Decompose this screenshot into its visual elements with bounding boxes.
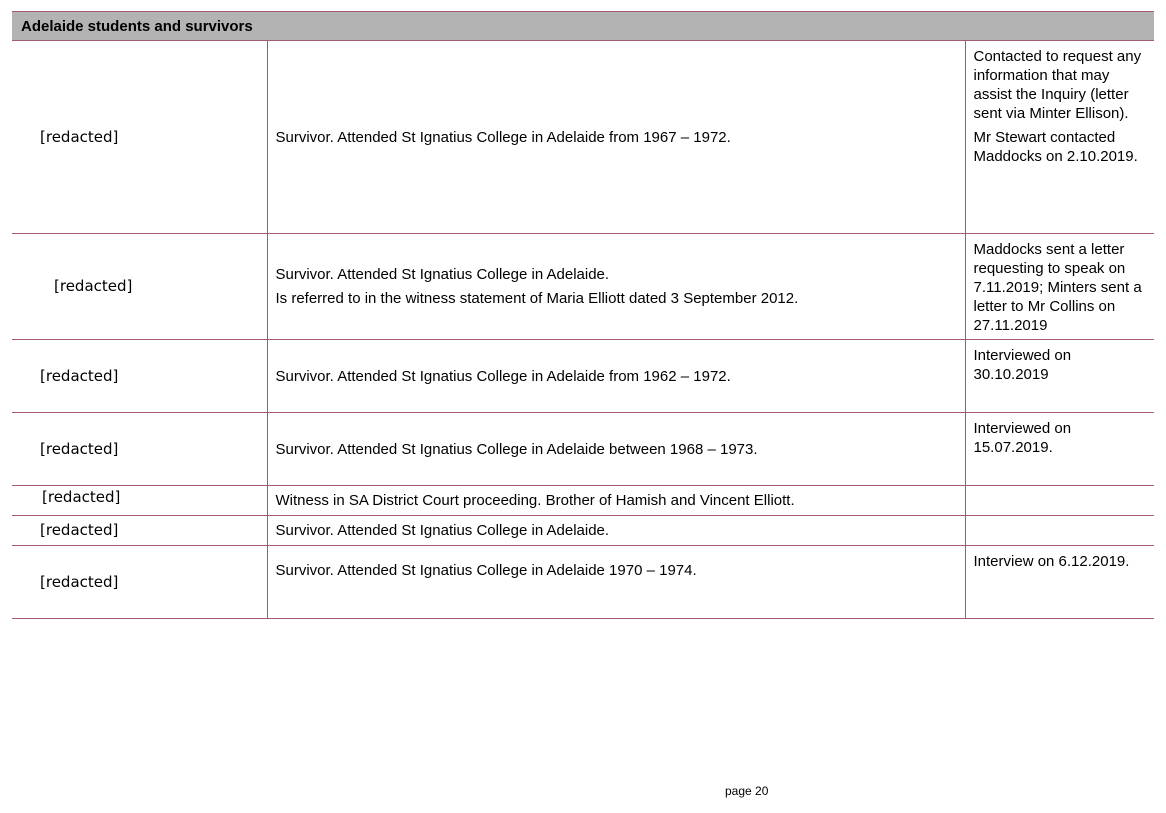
table-row bbox=[12, 516, 1154, 546]
status-line: Interviewed on 15.07.2019. bbox=[973, 420, 1072, 456]
contact-status bbox=[965, 234, 1154, 340]
description-line: Survivor. Attended St Ignatius College in Adelaide from 1967 – 1972. bbox=[275, 128, 731, 146]
person-name: [redacted] bbox=[12, 546, 267, 619]
contact-status bbox=[965, 486, 1154, 516]
person-description bbox=[267, 546, 965, 619]
person-description bbox=[267, 413, 965, 486]
status-line: Interviewed on 30.10.2019 bbox=[973, 347, 1072, 383]
person-name: [redacted] bbox=[12, 516, 267, 546]
person-name: [redacted] bbox=[12, 340, 267, 413]
person-description bbox=[267, 486, 965, 516]
description-line: Survivor. Attended St Ignatius College in Adelaide. bbox=[275, 266, 610, 283]
table-row bbox=[12, 413, 1154, 486]
contact-status bbox=[965, 340, 1154, 413]
description-line: Survivor. Attended St Ignatius College in Adelaide 1970 – 1974. bbox=[275, 562, 697, 579]
person-name: [redacted] bbox=[12, 234, 267, 340]
person-description bbox=[267, 234, 965, 340]
description-line: Survivor. Attended St Ignatius College in Adelaide from 1962 – 1972. bbox=[275, 367, 731, 385]
section-header-row bbox=[12, 12, 1154, 41]
person-name: [redacted] bbox=[12, 486, 267, 516]
description-line: Survivor. Attended St Ignatius College in Adelaide. bbox=[275, 522, 610, 539]
person-name: [redacted] bbox=[12, 413, 267, 486]
person-description bbox=[267, 516, 965, 546]
section-title: Adelaide students and survivors bbox=[12, 12, 1154, 41]
contact-status bbox=[965, 413, 1154, 486]
description-line: Survivor. Attended St Ignatius College in Adelaide between 1968 – 1973. bbox=[275, 440, 758, 458]
status-line: Interview on 6.12.2019. bbox=[973, 553, 1130, 570]
page-number: page 20 bbox=[725, 784, 769, 798]
survivors-table bbox=[12, 11, 1154, 619]
description-line: Is referred to in the witness statement of Maria Elliott dated 3 September 2012. bbox=[275, 290, 799, 307]
table-row bbox=[12, 486, 1154, 516]
contact-status bbox=[965, 546, 1154, 619]
table-row bbox=[12, 340, 1154, 413]
description-line: Witness in SA District Court proceeding. Brother of Hamish and Vincent Elliott. bbox=[275, 492, 795, 509]
status-line: Maddocks sent a letter requesting to speak on 7.11.2019; Minters sent a letter to Mr Collins on 27.11.2019 bbox=[973, 241, 1142, 334]
table-row bbox=[12, 234, 1154, 340]
status-line: Mr Stewart contacted Maddocks on 2.10.2019. bbox=[973, 129, 1138, 165]
person-name: [redacted] bbox=[12, 41, 267, 234]
person-description bbox=[267, 41, 965, 234]
contact-status bbox=[965, 516, 1154, 546]
contact-status bbox=[965, 41, 1154, 234]
person-description bbox=[267, 340, 965, 413]
table-row bbox=[12, 546, 1154, 619]
status-line: Contacted to request any information that may assist the Inquiry (letter sent via Minter Ellison). bbox=[973, 48, 1142, 122]
table-row bbox=[12, 41, 1154, 234]
